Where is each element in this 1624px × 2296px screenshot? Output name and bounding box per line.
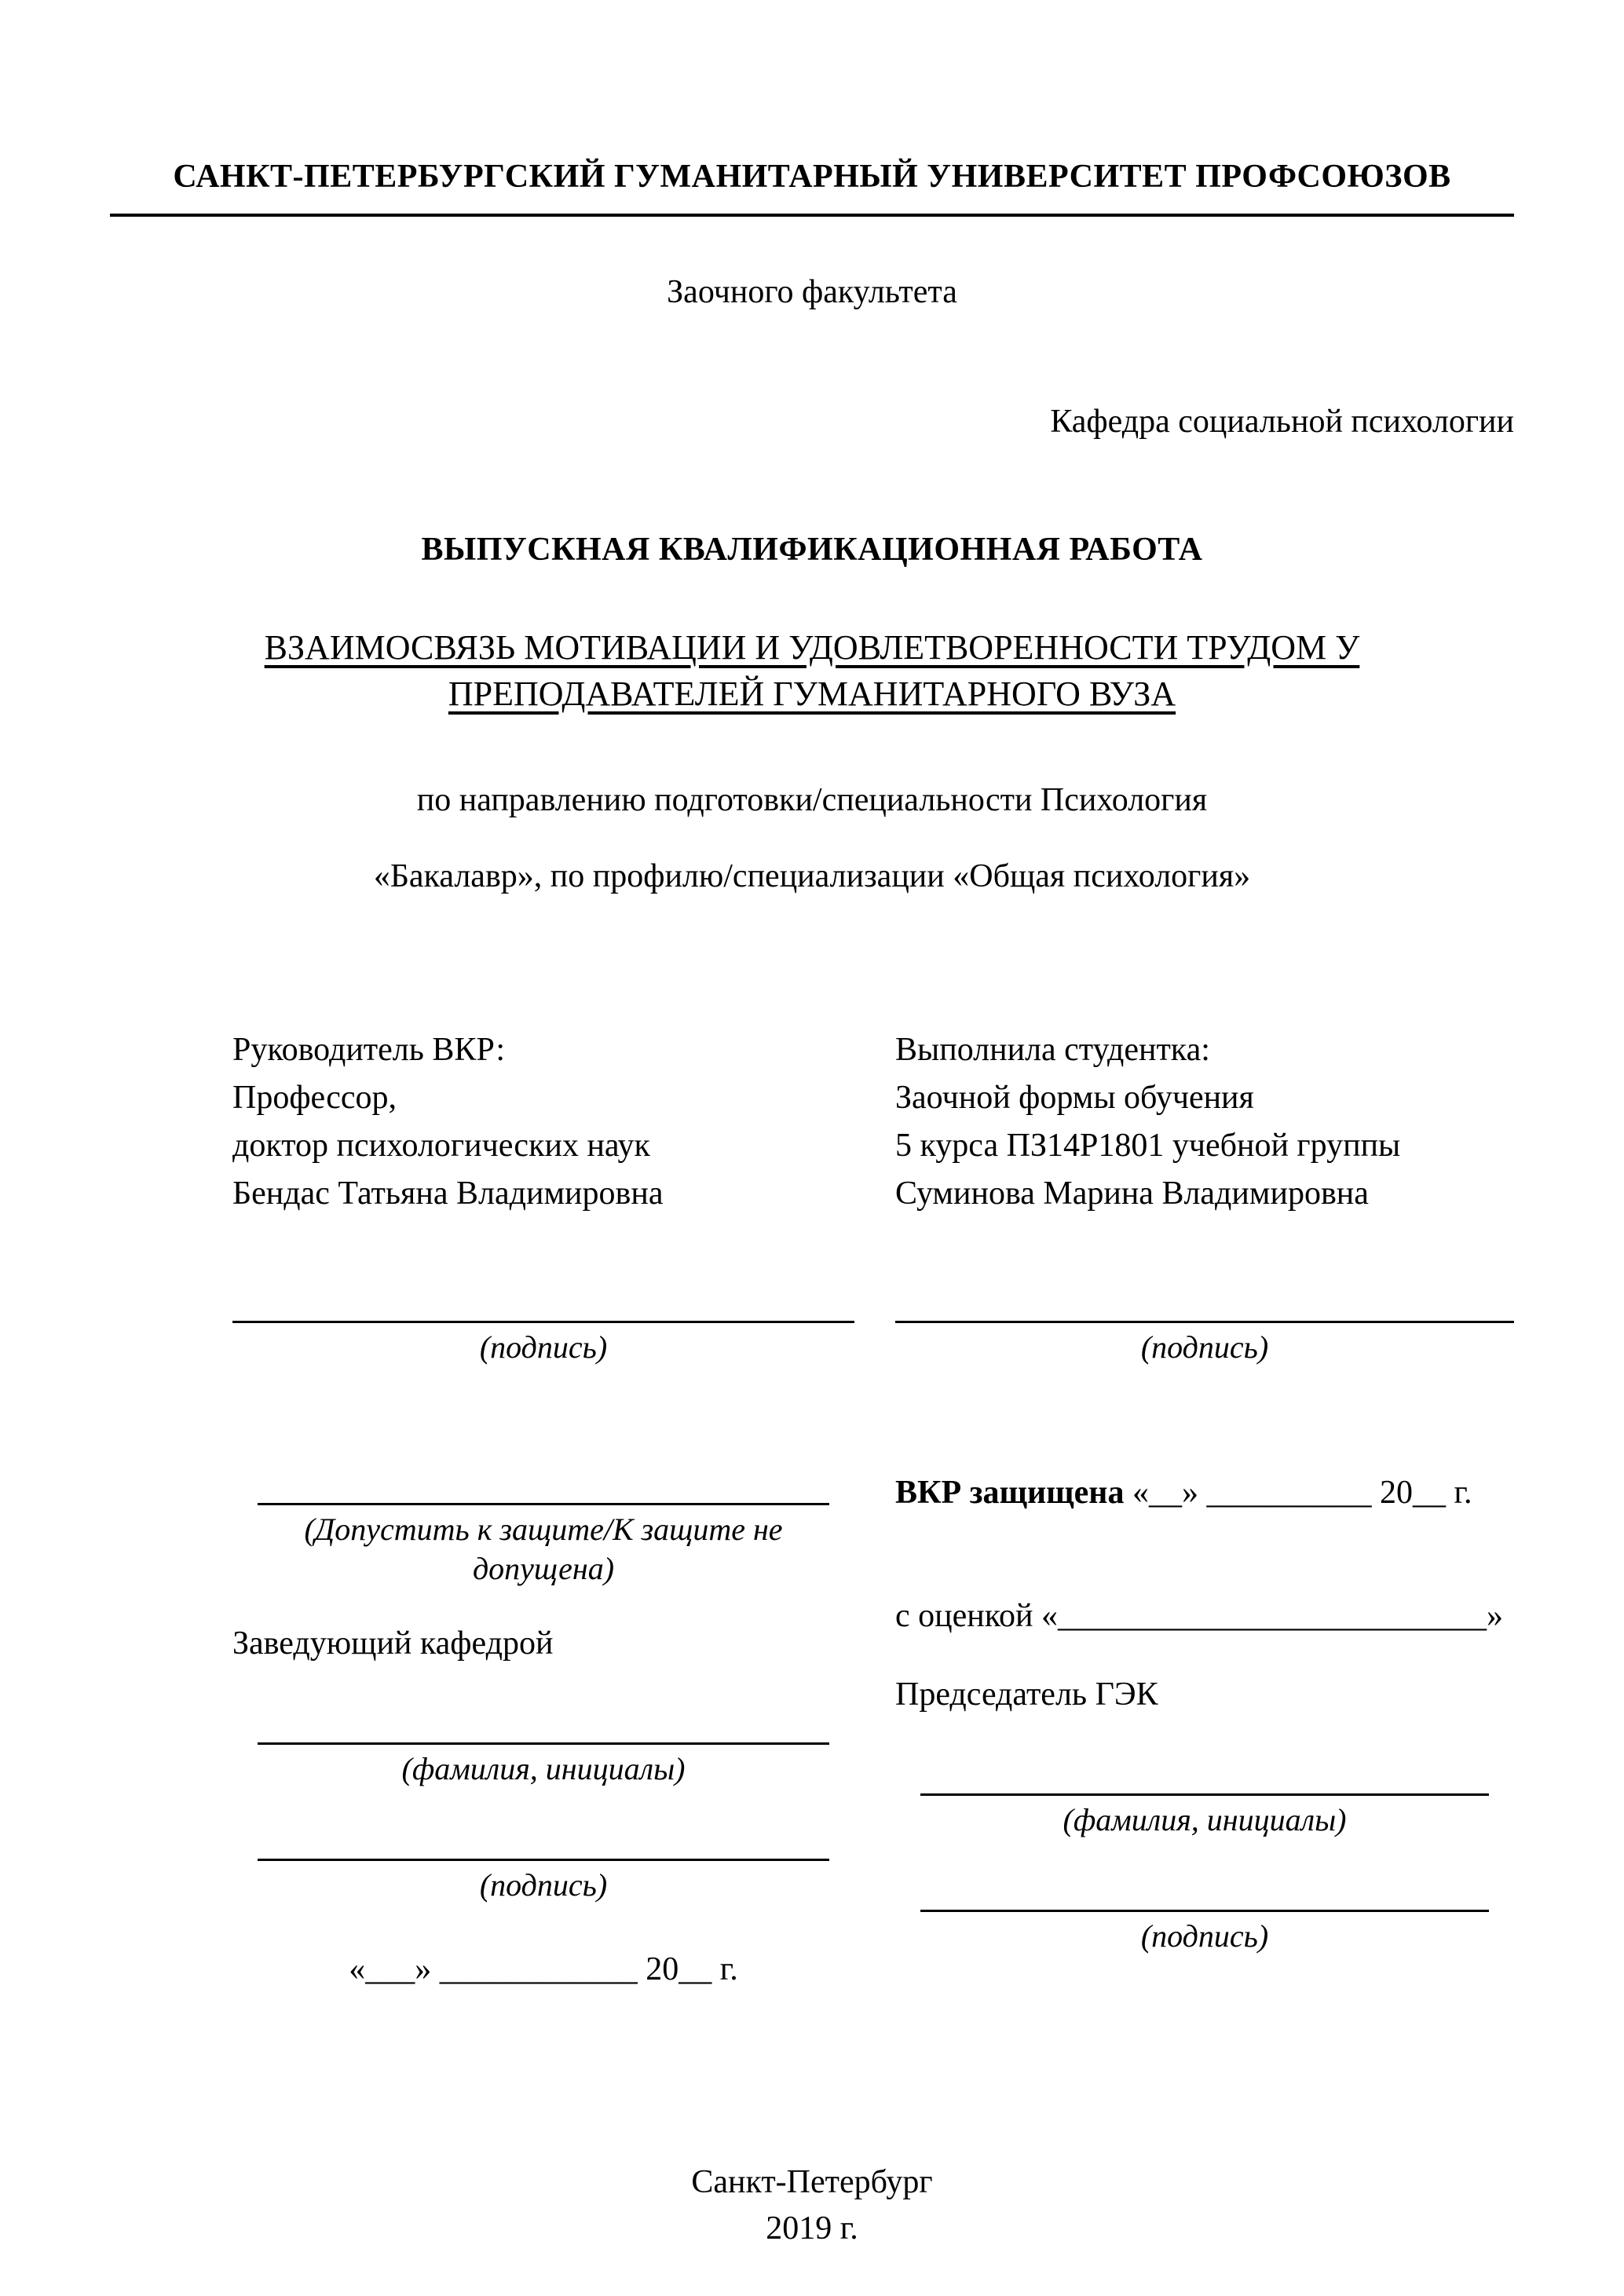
approval-block [232, 1469, 1514, 1994]
committee-chair-signature-line [920, 1876, 1490, 1912]
thesis-title [110, 624, 1514, 718]
thesis-title-line2: ПРЕПОДАВАТЕЛЕЙ ГУМАНИТАРНОГО ВУЗА [448, 674, 1176, 713]
student-group: 5 курса ПЗ14Р1801 учебной группы [895, 1127, 1401, 1164]
specialty-line: по направлению подготовки/специальности Психология [416, 782, 1208, 819]
department-head-label: Заведующий кафедрой [232, 1625, 554, 1662]
defense-date-blanks: «__» __________ 20__ г. [1132, 1474, 1472, 1511]
defense-grade-line: с оценкой «__________________________» [895, 1597, 1503, 1634]
committee-chair-name-caption: (фамилия, инициалы) [1063, 1802, 1347, 1838]
city-line: Санкт-Петербург [691, 2164, 933, 2201]
supervisor-label: Руководитель ВКР: [232, 1032, 506, 1069]
student-signature-caption: (подпись) [1140, 1329, 1269, 1365]
department-head-signature-line [258, 1825, 830, 1861]
student-column [895, 1026, 1514, 1367]
committee-chair-signature-caption: (подпись) [1140, 1918, 1269, 1954]
supervisor-position: Профессор, [232, 1080, 397, 1117]
profile-line: «Бакалавр», по профилю/специализации «Общая психология» [373, 858, 1251, 895]
admission-column [232, 1469, 854, 1994]
people-block [232, 1026, 1514, 1367]
admission-decision-line [258, 1469, 830, 1505]
department-line: Кафедра социальной психологии [1050, 403, 1514, 440]
work-type-heading: ВЫПУСКНАЯ КВАЛИФИКАЦИОННАЯ РАБОТА [421, 531, 1203, 568]
department-head-signature-caption: (подпись) [479, 1866, 608, 1903]
thesis-title-line1: ВЗАИМОСВЯЗЬ МОТИВАЦИИ И УДОВЛЕТВОРЕННОСТИ ТРУДОМ У [264, 627, 1360, 667]
committee-chair-name-line [920, 1760, 1490, 1796]
student-form: Заочной формы обучения [895, 1080, 1254, 1117]
header-rule [110, 214, 1514, 217]
university-name: САНКТ-ПЕТЕРБУРГСКИЙ ГУМАНИТАРНЫЙ УНИВЕРСИТЕТ ПРОФСОЮЗОВ [173, 159, 1451, 195]
department-head-name-line [258, 1709, 830, 1745]
committee-chair-label: Председатель ГЭК [895, 1676, 1158, 1713]
admission-date-line: «___» ____________ 20__ г. [349, 1951, 738, 1987]
year-line: 2019 г. [766, 2210, 858, 2247]
supervisor-signature-caption: (подпись) [479, 1329, 608, 1365]
footer [110, 2159, 1514, 2252]
supervisor-name: Бендас Татьяна Владимировна [232, 1175, 664, 1212]
supervisor-degree: доктор психологических наук [232, 1127, 650, 1164]
defense-defended-label: ВКР защищена [895, 1474, 1125, 1511]
faculty-line: Заочного факультета [667, 273, 957, 310]
supervisor-signature-line [232, 1287, 854, 1323]
admission-caption-line2: допущена) [472, 1550, 615, 1586]
student-name: Суминова Марина Владимировна [895, 1175, 1369, 1212]
admission-caption [232, 1510, 854, 1589]
defense-column [895, 1469, 1514, 1994]
admission-caption-line1: (Допустить к защите/К защите не [304, 1511, 783, 1547]
supervisor-column [232, 1026, 854, 1367]
student-label: Выполнила студентка: [895, 1032, 1210, 1069]
department-head-name-caption: (фамилия, инициалы) [401, 1750, 686, 1786]
defense-date-row [895, 1469, 1514, 1517]
student-signature-line [895, 1287, 1514, 1323]
